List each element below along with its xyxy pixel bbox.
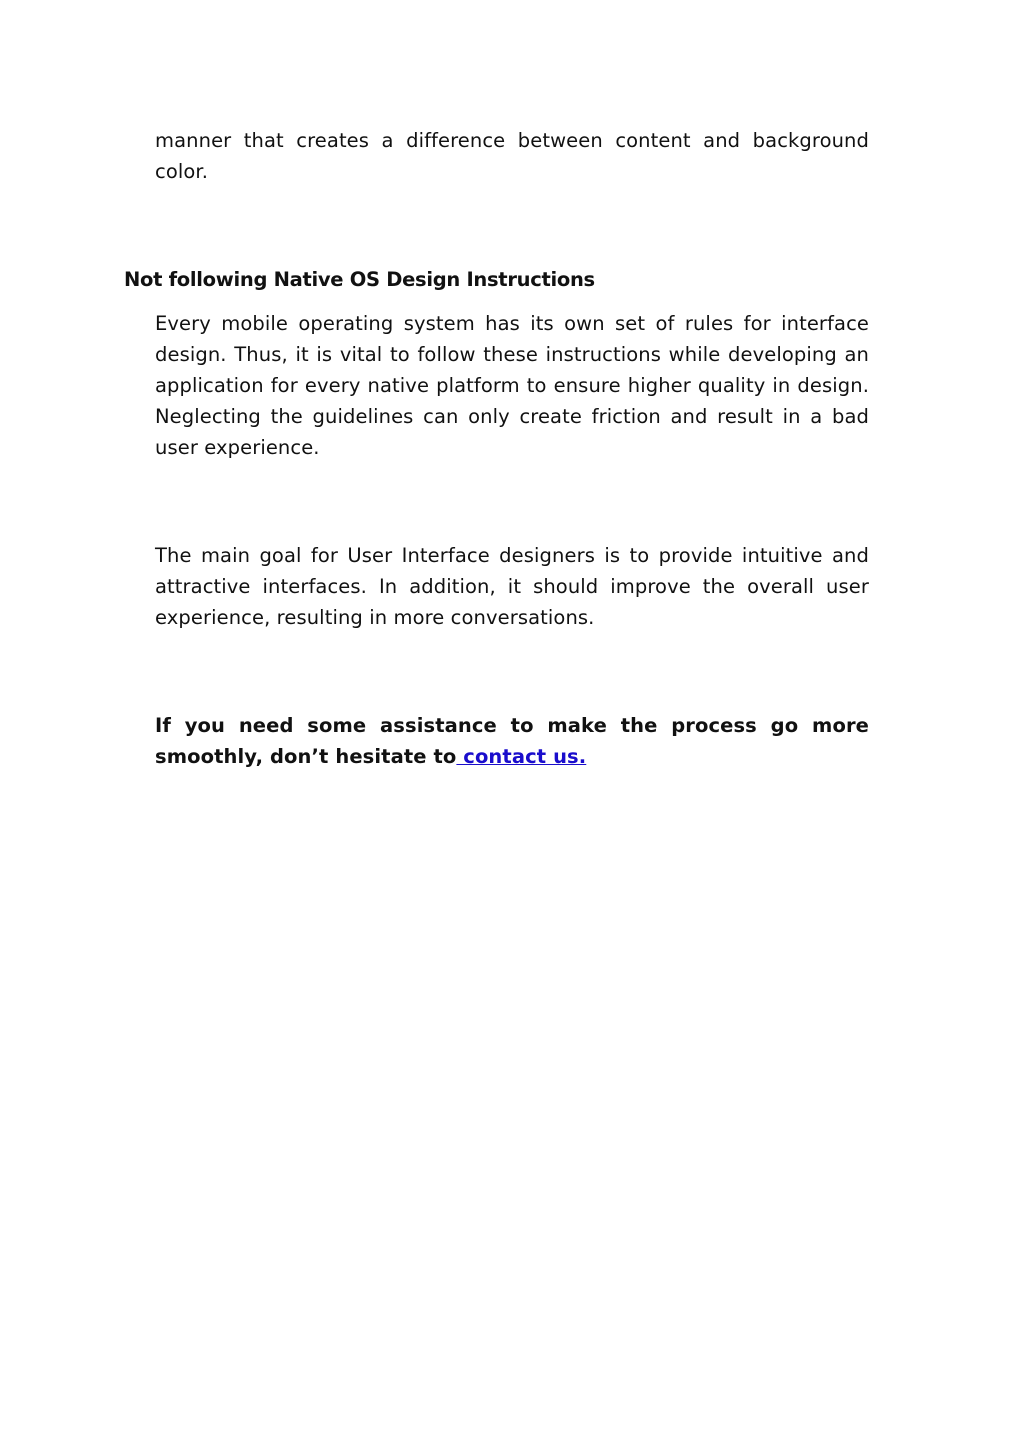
contact-us-link[interactable]: contact us. xyxy=(456,745,587,768)
cta-text: If you need some assistance to make the process go more smoothly, don’t hesitate to xyxy=(155,714,869,768)
conclusion-paragraph: The main goal for User Interface designers is to provide intuitive and attractive interfaces. In addition, it should improve the overall user experience, resulting in more conversations. xyxy=(155,544,869,629)
section-heading: Not following Native OS Design Instructions xyxy=(124,268,595,291)
section-body-paragraph: Every mobile operating system has its own set of rules for interface design. Thus, it is vital to follow these instructions while developing an application for every native platform to ensure higher quality in design. Neglecting the guidelines can only create friction and result in a bad user experience. xyxy=(155,312,869,459)
intro-paragraph-tail: manner that creates a difference between content and background color. xyxy=(155,129,869,183)
contact-call-to-action xyxy=(155,710,869,772)
